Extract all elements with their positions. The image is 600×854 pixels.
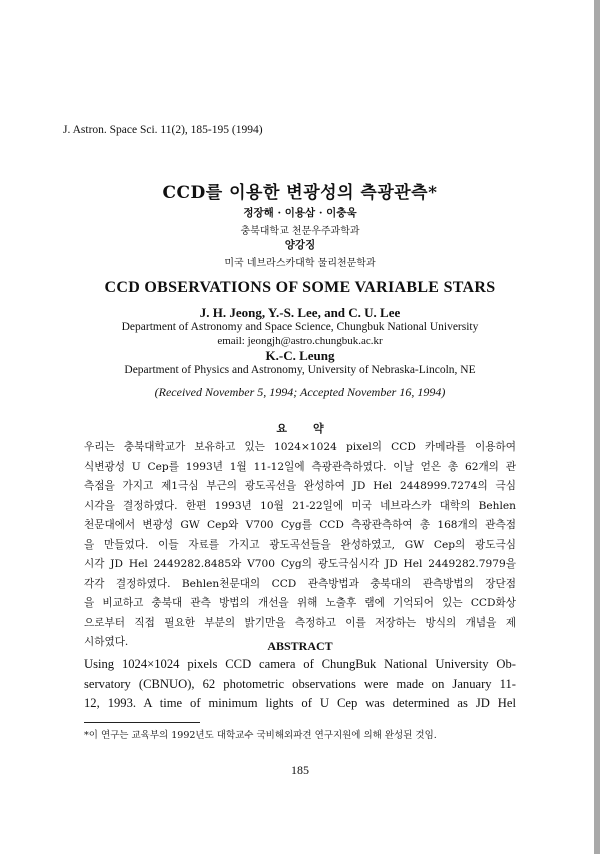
korean-abstract-line: 측점을 가지고 제1극심 부근의 광도곡선을 완성하여 JD Hel 2448999.7274의 극심 (84, 480, 516, 492)
abstract-line: Using 1024×1024 pixels CCD camera of ChungBuk National University Ob- (84, 657, 516, 671)
korean-abstract-line: 시하였다. (84, 636, 129, 648)
korean-abstract-line: 시각 JD Hel 2449282.8485와 V700 Cyg의 광도극심시각 JD Hel 2449282.7979을 (84, 558, 516, 570)
abstract-line: 12, 1993. A time of minimum lights of U Cep was determined as JD Hel (84, 696, 516, 710)
korean-affiliation-2: 미국 네브라스카대학 물리천문학과 (224, 258, 376, 269)
page-number: 185 (291, 763, 309, 777)
journal-reference: J. Astron. Space Sci. 11(2), 185-195 (1994) (63, 124, 263, 136)
korean-abstract-line: 천문대에서 변광성 GW Cep와 V700 Cyg를 CCD 측광관측하여 총 168개의 관측점 (84, 519, 516, 531)
english-author-2: K.-C. Leung (265, 348, 335, 363)
english-title: CCD OBSERVATIONS OF SOME VARIABLE STARS (104, 279, 496, 296)
korean-abstract-line: 시각을 결정하였다. 한편 1993년 10월 21-22일에 미국 네브라스카 대학의 Behlen (84, 499, 516, 512)
korean-title: CCD를 이용한 변광성의 측광관측* (162, 183, 438, 203)
korean-abstract-line: 식변광성 U Cep를 1993년 1월 11-12일에 측광관측하였다. 이날 얻은 총 62개의 관 (84, 460, 516, 473)
footnote: *이 연구는 교육부의 1992년도 대학교수 국비해외파견 연구지원에 의해 완성된 것임. (84, 730, 437, 741)
korean-abstract-line: 우리는 충북대학교가 보유하고 있는 1024×1024 pixel의 CCD 카메라를 이용하여 (84, 441, 516, 453)
abstract-line: servatory (CBNUO), 62 photometric observations were made on January 11- (84, 676, 516, 691)
author-email: email: jeongjh@astro.chungbuk.ac.kr (217, 335, 383, 347)
korean-abstract-line: 각각 결정하였다. Behlen천문대의 CCD 관측방법과 충북대의 관측방법의 장단점 (84, 577, 516, 590)
english-authors: J. H. Jeong, Y.-S. Lee, and C. U. Lee (199, 305, 401, 320)
korean-authors: 정장해 · 이용삼 · 이충욱 (243, 207, 357, 219)
english-department-2: Department of Physics and Astronomy, University of Nebraska-Lincoln, NE (124, 364, 476, 376)
korean-author-2: 양강징 (284, 239, 316, 251)
abstract-body (84, 655, 516, 714)
korean-abstract-body (84, 438, 516, 653)
english-department: Department of Astronomy and Space Science, Chungbuk National University (121, 321, 479, 333)
korean-abstract-line: 을 만들었다. 이들 자료를 가지고 광도곡선들을 완성하였고, GW Cep의 광도극심 (84, 538, 516, 551)
korean-abstract-line: 을 비교하고 충북대 관측 방법의 개선을 위해 노출후 램에 기억되어 있는 CCD화상 (84, 597, 516, 609)
received-dates: (Received November 5, 1994; Accepted November 16, 1994) (154, 385, 446, 399)
korean-abstract-heading: 요약 (276, 422, 350, 435)
korean-affiliation-1: 충북대학교 천문우주과학과 (240, 226, 360, 237)
footnote-rule (84, 722, 200, 723)
abstract-heading: ABSTRACT (267, 639, 333, 653)
korean-abstract-line: 으로부터 직접 필요한 부분의 밝기만을 측정하고 이를 저장하는 방식의 개념을 제 (84, 616, 516, 629)
